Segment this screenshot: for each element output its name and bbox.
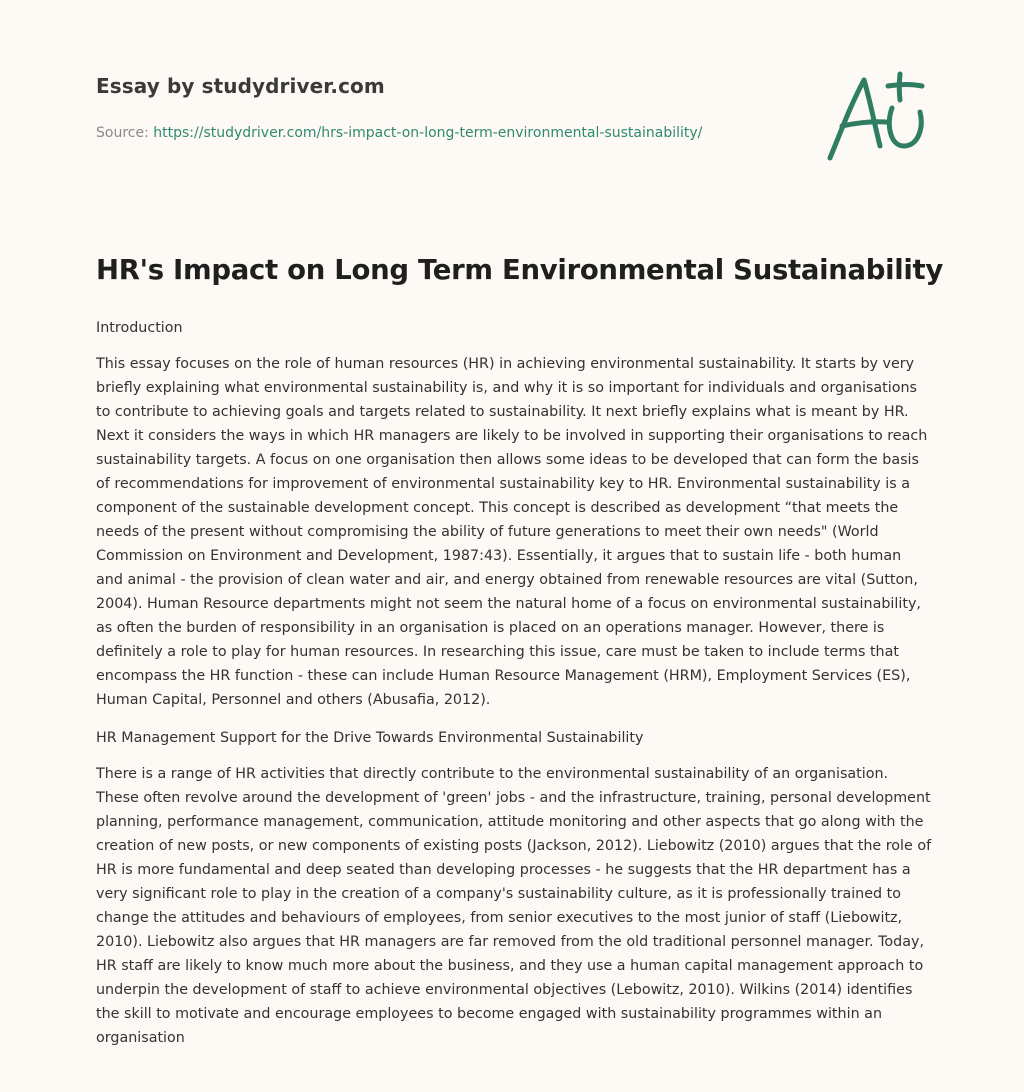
logo-plus-horizontal — [888, 85, 922, 87]
section2-paragraph: There is a range of HR activities that directly contribute to the environmental sustainability of an organisation. These often revolve around the development of 'green' jobs - and the infrastructure, training, personal development planning, performance management, communication, attitude monitoring and other aspects that go along with the creation of new posts, or new components of existing posts (Jackson, 2012). Liebowitz (2010) argues that the role of HR is more fundamental and deep seated than developing processes - he suggests that the HR department has a very significant role to play in the creation of a company's sustainability culture, as it is professionally trained to change the attitudes and behaviours of employees, from senior executives to the most junior of staff (Liebowitz, 2010). Liebowitz also argues that HR managers are far removed from the old traditional personnel manager. Today, HR staff are likely to know much more about the business, and they use a human capital management approach to underpin the development of staff to achieve environmental objectives (Lebowitz, 2010). Wilkins (2014) identifies the skill to motivate and encourage employees to become engaged with sustainability programmes within an organisation — [96, 766, 932, 1046]
logo-a-left-stroke — [830, 80, 864, 158]
logo-circle-hook — [889, 108, 921, 146]
source-label: Source: — [96, 125, 154, 141]
intro-paragraph: This essay focuses on the role of human resources (HR) in achieving environmental sustainability. It starts by very briefly explaining what environmental sustainability is, and why it is so important for individuals and organisations to contribute to achieving goals and targets related to sustainability. It next briefly explains what is meant by HR. Next it considers the ways in which HR managers are likely to be involved in supporting their organisations to reach sustainability targets. A focus on one organisation then allows some ideas to be developed that can form the basis of recommendations for improvement of environmental sustainability key to HR. Environmental sustainability is a component of the sustainable development concept. This concept is described as development “that meets the needs of the present without compromising the ability of future generations to meet their own needs" (World Commission on Environment and Development, 1987:43). Essentially, it argues that to sustain life - both human and animal - the provision of clean water and air, and energy obtained from renewable resources are vital (Sutton, 2004). Human Resource departments might not seem the natural home of a focus on environmental sustainability, as often the burden of responsibility in an organisation is placed on an operations manager. However, there is definitely a role to play for human resources. In researching this issue, care must be taken to include terms that encompass the HR function - these can include Human Resource Management (HRM), Employment Services (ES), Human Capital, Personnel and others (Abusafia, 2012). — [96, 356, 928, 708]
intro-heading: Introduction — [96, 320, 183, 336]
a-plus-logo-icon — [820, 66, 930, 166]
header — [96, 74, 796, 141]
essay-content — [96, 316, 932, 1064]
logo-a-right-stroke — [864, 80, 880, 146]
section2-heading: HR Management Support for the Drive Towards Environmental Sustainability — [96, 730, 644, 746]
essay-title: HR's Impact on Long Term Environmental Sustainability — [96, 254, 944, 286]
logo-a-crossbar — [842, 122, 886, 126]
source-link[interactable]: https://studydriver.com/hrs-impact-on-long-term-environmental-sustainability/ — [153, 125, 703, 141]
site-title: Essay by studydriver.com — [96, 74, 385, 98]
source-line — [96, 125, 796, 141]
